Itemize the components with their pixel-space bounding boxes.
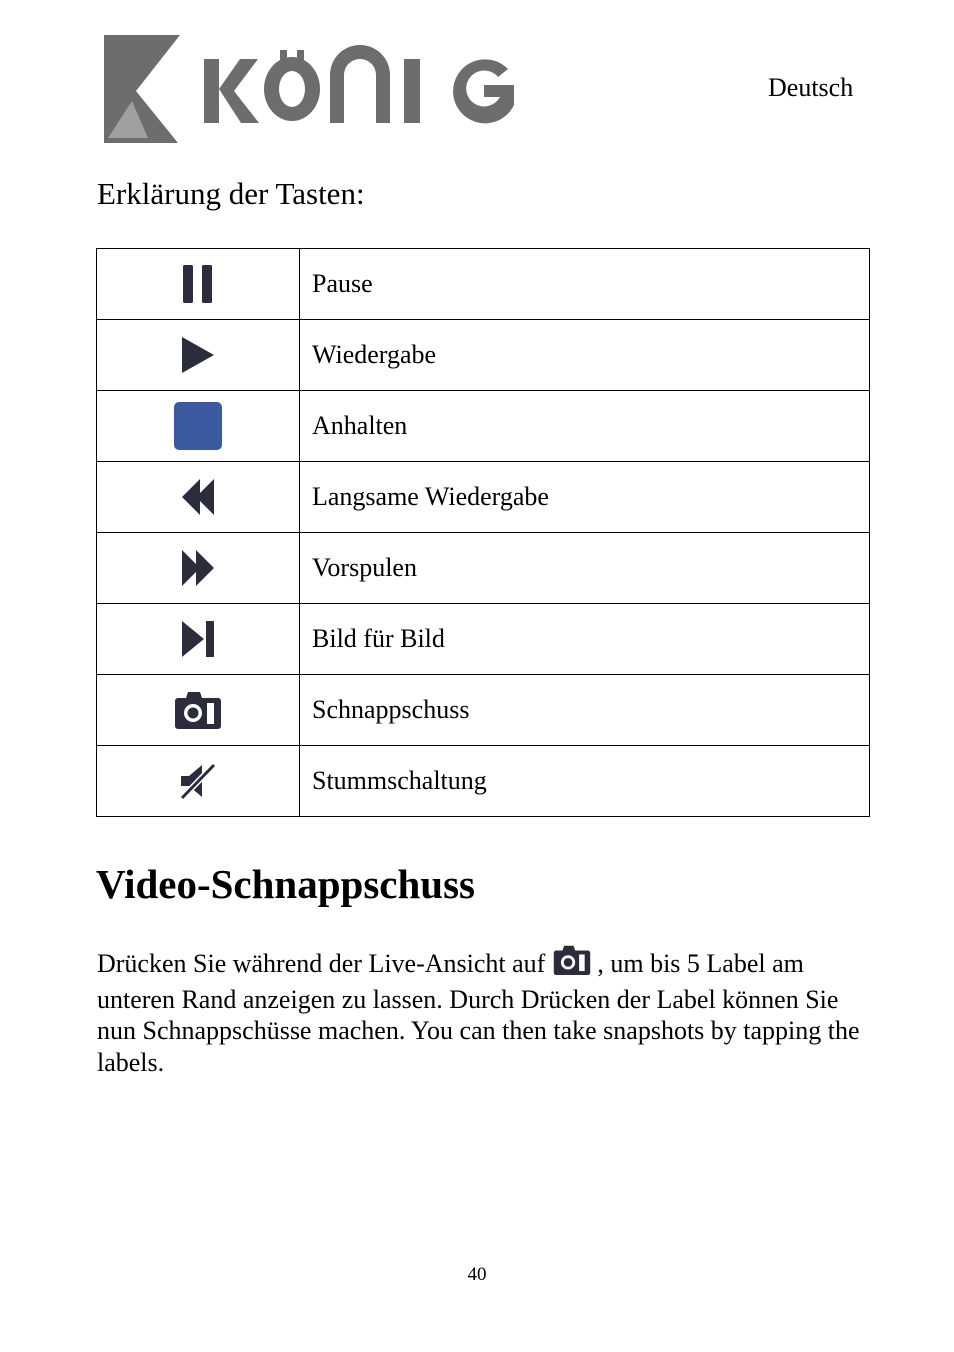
table-row: [97, 746, 870, 817]
table-row: [97, 320, 870, 391]
mute-icon: [178, 761, 218, 801]
table-row: [97, 675, 870, 746]
table-cell-label: Anhalten: [300, 391, 870, 462]
stop-icon: [173, 401, 223, 451]
page-number: 40: [467, 1264, 487, 1285]
section-paragraph: [97, 944, 867, 1078]
table-row: [97, 249, 870, 320]
language-label: Deutsch: [768, 73, 854, 102]
fast-forward-icon: [180, 548, 216, 588]
play-icon: [180, 335, 216, 375]
konig-logo: [98, 33, 518, 145]
table-row: [97, 604, 870, 675]
table-cell-label: Schnappschuss: [300, 675, 870, 746]
button-legend-table: [96, 248, 870, 817]
camera-icon: [553, 944, 591, 976]
rewind-icon: [180, 477, 216, 517]
table-cell-label: Langsame Wiedergabe: [300, 462, 870, 533]
section-heading: Video-Schnappschuss: [96, 861, 476, 907]
camera-icon: [174, 690, 222, 730]
paragraph-text-start: Drücken Sie während der Live-Ansicht auf: [97, 949, 546, 978]
table-cell-label: Stummschaltung: [300, 746, 870, 817]
table-cell-label: Wiedergabe: [300, 320, 870, 391]
table-cell-label: Pause: [300, 249, 870, 320]
table-row: [97, 533, 870, 604]
button-legend-title: Erklärung der Tasten:: [97, 176, 365, 211]
table-row: [97, 462, 870, 533]
paragraph-text-end: , um bis 5 Label am unteren Rand anzeigen zu lassen. Durch Drücken der Label können Sie nun Schnappschüsse machen. You can then take snapshots by tapping the labels.: [97, 949, 860, 1077]
table-cell-label: Bild für Bild: [300, 604, 870, 675]
table-row: [97, 391, 870, 462]
logo-wordmark: [204, 45, 514, 123]
pause-icon: [182, 264, 214, 304]
table-cell-label: Vorspulen: [300, 533, 870, 604]
frame-step-icon: [180, 619, 216, 659]
